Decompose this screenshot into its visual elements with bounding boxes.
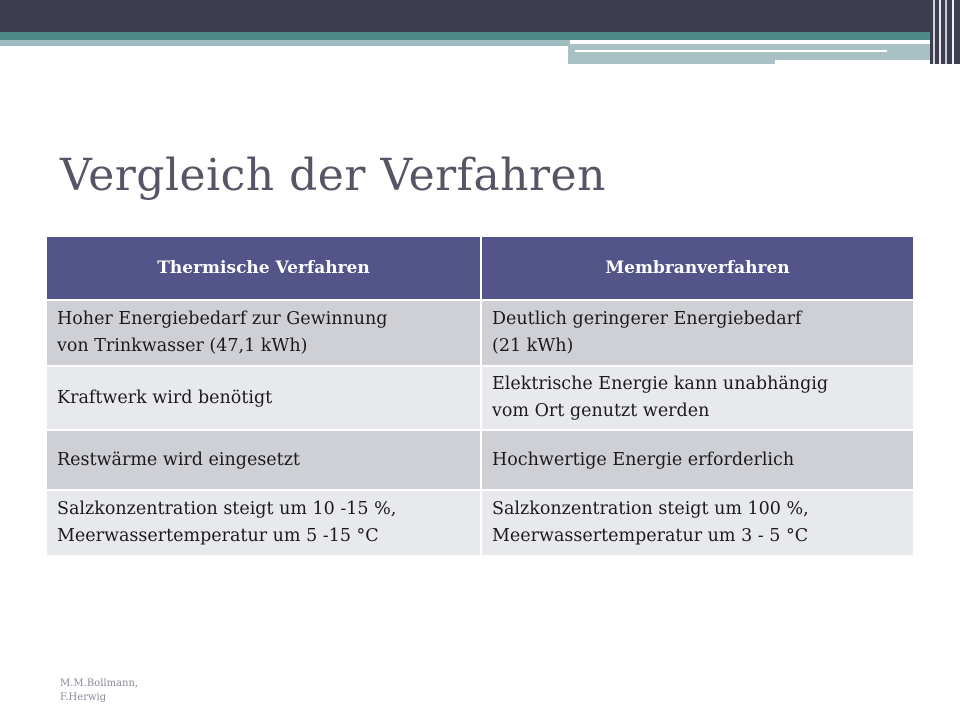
header-membrane: Membranverfahren <box>482 237 913 299</box>
footer-author <box>60 677 180 705</box>
top-decor-band <box>0 0 960 32</box>
cell-line: Restwärme wird eingesetzt <box>57 449 300 470</box>
cell-line: Salzkonzentration steigt um 10 -15 %, <box>57 499 397 519</box>
cell-thermal <box>47 365 482 429</box>
cell-membrane <box>482 429 913 489</box>
table-row <box>47 489 913 555</box>
light-decor-band-left <box>0 40 570 46</box>
cell-membrane <box>482 365 913 429</box>
header-thermal: Thermische Verfahren <box>47 237 482 299</box>
cell-line: Meerwassertemperatur um 5 -15 °C <box>57 526 379 546</box>
cell-line: Meerwassertemperatur um 3 - 5 °C <box>492 526 809 546</box>
cell-line: Elektrische Energie kann unabhängig <box>492 374 829 394</box>
cell-line: Hoher Energiebedarf zur Gewinnung <box>57 309 388 329</box>
footer-author-line: F.Herwig <box>60 692 107 703</box>
right-stripes-decor <box>930 0 960 64</box>
teal-decor-band <box>0 32 960 40</box>
cell-line: Salzkonzentration steigt um 100 %, <box>492 499 809 519</box>
comparison-table <box>47 237 913 555</box>
cell-membrane <box>482 489 913 555</box>
cell-thermal <box>47 299 482 365</box>
table-row <box>47 429 913 489</box>
cell-line: (21 kWh) <box>492 336 574 356</box>
cell-line: Kraftwerk wird benötigt <box>57 387 273 408</box>
footer-author-line: M.M.Bollmann, <box>60 678 139 689</box>
cell-thermal <box>47 429 482 489</box>
cell-line: Hochwertige Energie erforderlich <box>492 449 795 470</box>
table-row <box>47 365 913 429</box>
cell-line: vom Ort genutzt werden <box>492 401 710 421</box>
cell-line: Deutlich geringerer Energiebedarf <box>492 309 802 329</box>
decor-line <box>575 50 887 52</box>
cell-membrane <box>482 299 913 365</box>
table-row <box>47 299 913 365</box>
slide-title: Vergleich der Verfahren <box>60 150 606 201</box>
cell-line: von Trinkwasser (47,1 kWh) <box>57 336 308 356</box>
cell-thermal <box>47 489 482 555</box>
table-header-row <box>47 237 913 299</box>
